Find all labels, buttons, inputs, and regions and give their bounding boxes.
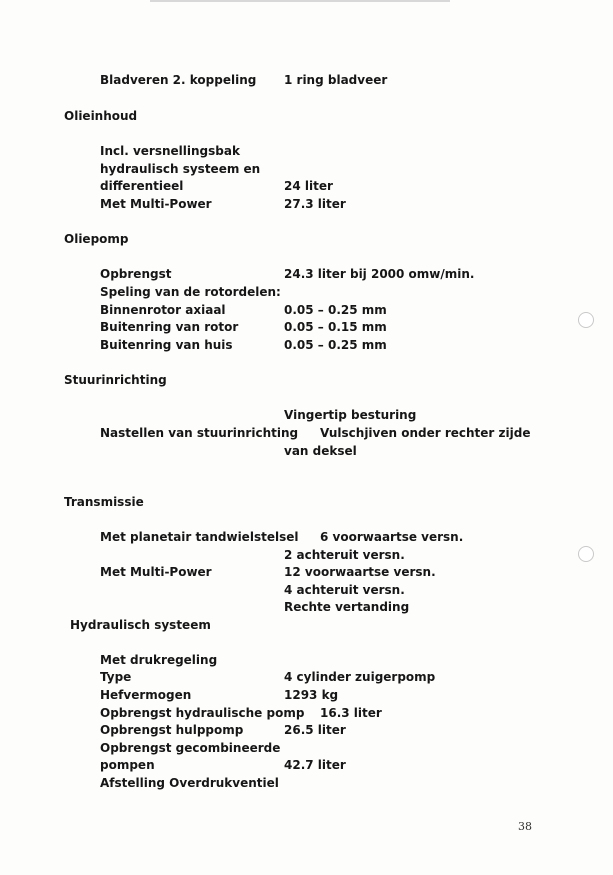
section-heading-hydraulisch-systeem: Hydraulisch systeem [70,618,211,632]
spec-label: Met planetair tandwielstelsel [100,530,299,544]
spec-label: Opbrengst gecombineerde [100,741,281,755]
spec-value: 24 liter [284,179,333,193]
spec-label: Binnenrotor axiaal [100,303,226,317]
spec-value: 24.3 liter bij 2000 omw/min. [284,267,475,281]
spec-label: Buitenring van huis [100,338,233,352]
spec-label: Opbrengst [100,267,172,281]
spec-value: Vulschjiven onder rechter zijde [320,426,531,440]
spec-label: Buitenring van rotor [100,320,239,334]
spec-label: Met drukregeling [100,653,218,667]
spec-label: Met Multi-Power [100,565,212,579]
spec-label: Met Multi-Power [100,197,212,211]
spec-value: Vingertip besturing [284,408,417,422]
section-heading-transmissie: Transmissie [64,495,144,509]
spec-value: 26.5 liter [284,723,346,737]
spec-value: 42.7 liter [284,758,346,772]
section-heading-olieinhoud: Olieinhoud [64,109,138,123]
spec-value: 1293 kg [284,688,339,702]
spec-value: 12 voorwaartse versn. [284,565,436,579]
spec-value: 1 ring bladveer [284,73,388,87]
spec-value: 4 achteruit versn. [284,583,405,597]
spec-label: Bladveren 2. koppeling [100,73,257,87]
spec-label: Afstelling Overdrukventiel [100,776,279,790]
spec-label: pompen [100,758,155,772]
spec-value: Rechte vertanding [284,600,410,614]
punch-hole [578,546,594,562]
spec-label: Incl. versnellingsbak [100,144,240,158]
spec-value: 2 achteruit versn. [284,548,405,562]
spec-label: hydraulisch systeem en [100,162,261,176]
page-number: 38 [518,820,532,833]
section-heading-oliepomp: Oliepomp [64,232,129,246]
spec-value: 6 voorwaartse versn. [320,530,464,544]
spec-value: 0.05 – 0.25 mm [284,338,387,352]
spec-value: van deksel [284,444,357,458]
spec-label: Opbrengst hulppomp [100,723,244,737]
spec-label: Type [100,670,132,684]
punch-hole [578,312,594,328]
spec-label: Opbrengst hydraulische pomp [100,706,305,720]
spec-value: 0.05 – 0.25 mm [284,303,387,317]
spec-value: 27.3 liter [284,197,346,211]
spec-label: differentieel [100,179,184,193]
scan-edge-line [150,0,450,2]
spec-value: 4 cylinder zuigerpomp [284,670,436,684]
section-heading-stuurinrichting: Stuurinrichting [64,373,167,387]
spec-value: 0.05 – 0.15 mm [284,320,387,334]
spec-label: Nastellen van stuurinrichting [100,426,299,440]
spec-value: 16.3 liter [320,706,382,720]
spec-label: Speling van de rotordelen: [100,285,281,299]
spec-label: Hefvermogen [100,688,192,702]
